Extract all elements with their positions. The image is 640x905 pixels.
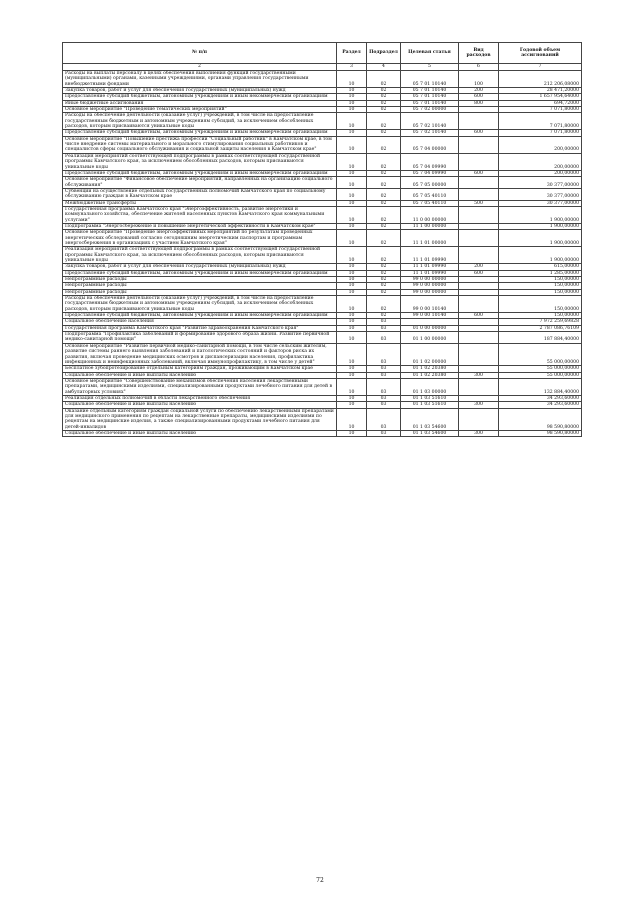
row-razdel-cell: 10 bbox=[337, 378, 367, 395]
row-razdel-cell: 10 bbox=[337, 283, 367, 289]
row-vid-cell: 200 bbox=[459, 88, 499, 94]
table-row bbox=[63, 247, 582, 264]
row-podrazdel-cell: 02 bbox=[367, 264, 401, 270]
row-name-cell: Расходы на выплаты персоналу в целях обеспечения выполнения функций государственными (муниципальными) органами, казенными учреждениями, органами управления государственными внебюджетными фондами bbox=[63, 71, 337, 88]
row-razdel-cell: 10 bbox=[337, 372, 367, 378]
row-razdel-cell: 10 bbox=[337, 296, 367, 313]
row-sum-cell: 1 900,00000 bbox=[499, 206, 582, 223]
row-sum-cell: 187 884,40000 bbox=[499, 332, 582, 344]
row-podrazdel-cell: 03 bbox=[367, 408, 401, 430]
row-vid-cell bbox=[459, 136, 499, 153]
page-number: 72 bbox=[316, 877, 324, 884]
row-vid-cell: 300 bbox=[459, 372, 499, 378]
row-sum-cell: 98 590,80000 bbox=[499, 408, 582, 430]
row-podrazdel-cell: 02 bbox=[367, 71, 401, 88]
row-name-cell: Предоставление субсидий бюджетным, автономным учреждениям и иным некоммерческим организациям bbox=[63, 130, 337, 136]
row-podrazdel-cell: 02 bbox=[367, 200, 401, 206]
table-row bbox=[63, 153, 582, 170]
row-target-cell: 99 0 00 00000 bbox=[401, 277, 459, 283]
row-razdel-cell: 10 bbox=[337, 223, 367, 229]
row-sum-cell: 7 071,80000 bbox=[499, 113, 582, 130]
row-vid-cell: 600 bbox=[459, 170, 499, 176]
row-podrazdel-cell: 03 bbox=[367, 402, 401, 408]
row-sum-cell: 132 884,40000 bbox=[499, 378, 582, 395]
row-podrazdel-cell: 02 bbox=[367, 230, 401, 247]
row-razdel-cell: 10 bbox=[337, 170, 367, 176]
row-name-cell: Реализация мероприятий соответствующей подпрограммы в рамках соответствующей государственной программы Камчатского края, за исключением обособленных расходов, которым присваиваются уникальные коды bbox=[63, 247, 337, 264]
row-sum-cell: 1 900,00000 bbox=[499, 223, 582, 229]
row-sum-cell: 30 377,00000 bbox=[499, 200, 582, 206]
row-razdel-cell: 10 bbox=[337, 395, 367, 401]
row-sum-cell: 200,00000 bbox=[499, 136, 582, 153]
row-target-cell: 05 7 02 10140 bbox=[401, 130, 459, 136]
row-podrazdel-cell: 03 bbox=[367, 395, 401, 401]
row-name-cell: Государственная программа Камчатского края "Развитие здравоохранения Камчатского края" bbox=[63, 325, 337, 331]
row-sum-cell: 34 293,60000 bbox=[499, 395, 582, 401]
header-vid: Вид расходов bbox=[459, 43, 499, 64]
row-target-cell: 01 1 02 20380 bbox=[401, 366, 459, 372]
row-target-cell: 05 7 01 10140 bbox=[401, 71, 459, 88]
row-name-cell: Предоставление субсидий бюджетным, автономным учреждениям и иным некоммерческим организациям bbox=[63, 94, 337, 100]
row-razdel-cell: 10 bbox=[337, 230, 367, 247]
row-name-cell: Закупка товаров, работ и услуг для обеспечения государственных (муниципальных) нужд bbox=[63, 88, 337, 94]
row-vid-cell: 600 bbox=[459, 94, 499, 100]
row-razdel-cell: 10 bbox=[337, 402, 367, 408]
header-target: Целевая статья bbox=[401, 43, 459, 64]
table-row bbox=[63, 71, 582, 88]
row-vid-cell bbox=[459, 378, 499, 395]
header-number: 4 bbox=[367, 64, 401, 71]
row-target-cell: 05 7 05 40110 bbox=[401, 200, 459, 206]
row-podrazdel-cell: 02 bbox=[367, 296, 401, 313]
row-name-cell: Основное мероприятие "Совершенствование механизмов обеспечения населения лекарственными препаратами, медицинскими изделиями, специализированными продуктами лечебного питания для детей в амбулаторных условиях" bbox=[63, 378, 337, 395]
row-razdel-cell: 10 bbox=[337, 71, 367, 88]
row-sum-cell: 150,00000 bbox=[499, 289, 582, 295]
row-vid-cell bbox=[459, 247, 499, 264]
row-sum-cell: 694,72000 bbox=[499, 100, 582, 106]
row-target-cell: 01 1 03 00000 bbox=[401, 378, 459, 395]
row-razdel-cell: 10 bbox=[337, 200, 367, 206]
row-podrazdel-cell: 02 bbox=[367, 277, 401, 283]
row-razdel-cell: 10 bbox=[337, 113, 367, 130]
header-name: № п/п bbox=[63, 43, 337, 64]
row-sum-cell: 55 000,00000 bbox=[499, 366, 582, 372]
table-row bbox=[63, 136, 582, 153]
row-name-cell: Социальное обеспечение населения bbox=[63, 319, 337, 325]
row-podrazdel-cell: 02 bbox=[367, 170, 401, 176]
row-vid-cell bbox=[459, 188, 499, 200]
row-podrazdel-cell: 02 bbox=[367, 206, 401, 223]
row-podrazdel-cell: 02 bbox=[367, 283, 401, 289]
row-sum-cell: 30 377,00000 bbox=[499, 188, 582, 200]
header-number: 2 bbox=[63, 64, 337, 71]
row-podrazdel-cell: 02 bbox=[367, 313, 401, 319]
table-row bbox=[63, 230, 582, 247]
row-target-cell: 99 0 00 00000 bbox=[401, 283, 459, 289]
row-target-cell: 05 7 05 00000 bbox=[401, 177, 459, 189]
row-razdel-cell: 10 bbox=[337, 270, 367, 276]
header-razdel: Раздел bbox=[337, 43, 367, 64]
table-row bbox=[63, 430, 582, 436]
row-vid-cell bbox=[459, 113, 499, 130]
row-vid-cell: 800 bbox=[459, 100, 499, 106]
budget-table bbox=[62, 42, 582, 437]
row-vid-cell: 100 bbox=[459, 71, 499, 88]
row-podrazdel-cell: 03 bbox=[367, 372, 401, 378]
row-name-cell: Государственная программа Камчатского края "Энергоэффективность, развитие энергетики и коммунального хозяйства, обеспечение жителей населенных пунктов Камчатского края коммунальными услугами" bbox=[63, 206, 337, 223]
row-target-cell: 01 1 03 54600 bbox=[401, 430, 459, 436]
row-podrazdel-cell: 02 bbox=[367, 270, 401, 276]
row-vid-cell bbox=[459, 408, 499, 430]
header-number: 6 bbox=[459, 64, 499, 71]
row-target-cell: 01 1 02 20380 bbox=[401, 372, 459, 378]
header-sum: Годовой объем ассигнований bbox=[499, 43, 582, 64]
row-vid-cell bbox=[459, 177, 499, 189]
row-name-cell: Основное мероприятие "Повышение престижа профессии "Социальный работник" в Камчатском крае, в том числе внедрение системы материального и морального стимулирования социальных работников и специалистов сферы социального обслуживания и социальной защиты населения в Камчатском крае" bbox=[63, 136, 337, 153]
row-target-cell: 01 1 02 00000 bbox=[401, 343, 459, 365]
row-target-cell: 05 7 02 10140 bbox=[401, 113, 459, 130]
row-name-cell: Основное мероприятие "Проведение энергоэффективных мероприятий по результатам проведенных энергетических обследований согласно сегодняшним энергетическим паспортам и программам энергосбережения в организациях с участием Камчатского края" bbox=[63, 230, 337, 247]
row-sum-cell: 212 206,08000 bbox=[499, 71, 582, 88]
row-target-cell: 01 1 03 54600 bbox=[401, 408, 459, 430]
row-vid-cell bbox=[459, 230, 499, 247]
row-vid-cell: 600 bbox=[459, 313, 499, 319]
row-vid-cell bbox=[459, 343, 499, 365]
row-name-cell: Расходы на обеспечение деятельности (оказание услуг) учреждений, в том числе на предоставление государственным бюджетным и автономным учреждениям субсидий, за исключением обособленных расходов, которым присваиваются уникальные коды bbox=[63, 296, 337, 313]
row-vid-cell: 300 bbox=[459, 402, 499, 408]
row-vid-cell: 200 bbox=[459, 264, 499, 270]
row-vid-cell bbox=[459, 296, 499, 313]
row-razdel-cell: 10 bbox=[337, 88, 367, 94]
row-name-cell: Предоставление субсидий бюджетным, автономным учреждениям и иным некоммерческим организациям bbox=[63, 313, 337, 319]
row-target-cell: 05 7 01 10140 bbox=[401, 100, 459, 106]
row-razdel-cell: 10 bbox=[337, 366, 367, 372]
row-podrazdel-cell: 03 bbox=[367, 343, 401, 365]
row-razdel-cell: 10 bbox=[337, 206, 367, 223]
row-vid-cell bbox=[459, 153, 499, 170]
header-number-row bbox=[63, 64, 582, 71]
row-name-cell: Социальное обеспечение и иные выплаты населению bbox=[63, 372, 337, 378]
row-sum-cell: 615,00000 bbox=[499, 264, 582, 270]
row-name-cell: Непрограммные расходы bbox=[63, 277, 337, 283]
row-vid-cell: 600 bbox=[459, 270, 499, 276]
row-name-cell: Предоставление субсидий бюджетным, автономным учреждениям и иным некоммерческим организациям bbox=[63, 270, 337, 276]
table-row bbox=[63, 206, 582, 223]
row-target-cell: 05 7 04 09990 bbox=[401, 170, 459, 176]
row-razdel-cell: 10 bbox=[337, 107, 367, 113]
row-name-cell: Расходы на обеспечение деятельности (оказание услуг) учреждений, в том числе на предоставление государственным бюджетным и автономным учреждениям субсидий, за исключением обособленных расходов, которым присваиваются уникальные коды bbox=[63, 113, 337, 130]
row-podrazdel-cell: 03 bbox=[367, 319, 401, 325]
row-sum-cell: 7 071,80000 bbox=[499, 107, 582, 113]
row-name-cell: Межбюджетные трансферты bbox=[63, 200, 337, 206]
row-vid-cell bbox=[459, 206, 499, 223]
row-razdel-cell: 10 bbox=[337, 408, 367, 430]
row-target-cell: 99 0 00 00000 bbox=[401, 289, 459, 295]
table-row bbox=[63, 378, 582, 395]
row-target-cell: 99 0 00 10140 bbox=[401, 313, 459, 319]
row-name-cell: Оказание отдельным категориям граждан социальной услуги по обеспечению лекарственными препаратами для медицинского применения по рецептам на лекарственные препараты, медицинскими изделиями по рецептам на медицинские изделия, а также специализированными продуктами лечебного питания для детей-инвалидов bbox=[63, 408, 337, 430]
row-target-cell: 11 1 00 00000 bbox=[401, 223, 459, 229]
row-razdel-cell: 10 bbox=[337, 277, 367, 283]
row-target-cell: 05 7 04 00000 bbox=[401, 136, 459, 153]
row-sum-cell: 1 285,00000 bbox=[499, 270, 582, 276]
row-name-cell: Реализация отдельных полномочий в области лекарственного обеспечения bbox=[63, 395, 337, 401]
row-podrazdel-cell: 02 bbox=[367, 188, 401, 200]
header-number: 7 bbox=[499, 64, 582, 71]
row-podrazdel-cell: 03 bbox=[367, 430, 401, 436]
row-target-cell: 05 7 04 09990 bbox=[401, 153, 459, 170]
row-name-cell: Непрограммные расходы bbox=[63, 289, 337, 295]
row-vid-cell: 500 bbox=[459, 200, 499, 206]
row-name-cell: Основное мероприятие "Финансовое обеспечение мероприятий, направленных на организацию социального обслуживания" bbox=[63, 177, 337, 189]
row-razdel-cell: 10 bbox=[337, 325, 367, 331]
row-podrazdel-cell: 02 bbox=[367, 136, 401, 153]
row-podrazdel-cell: 02 bbox=[367, 130, 401, 136]
row-podrazdel-cell: 02 bbox=[367, 247, 401, 264]
row-sum-cell: 28 471,20000 bbox=[499, 88, 582, 94]
row-vid-cell: 300 bbox=[459, 430, 499, 436]
header-podrazdel: Подраздел bbox=[367, 43, 401, 64]
row-razdel-cell: 10 bbox=[337, 153, 367, 170]
row-razdel-cell: 10 bbox=[337, 289, 367, 295]
row-name-cell: Подпрограмма "Энергосбережение и повышение энергетической эффективности в Камчатском крае" bbox=[63, 223, 337, 229]
row-sum-cell: 2 787 086,76109 bbox=[499, 325, 582, 331]
row-name-cell: Субвенции на осуществление отдельных государственных полномочий Камчатского края по социальному обслуживанию граждан в Камчатском крае bbox=[63, 188, 337, 200]
row-sum-cell: 150,00000 bbox=[499, 296, 582, 313]
row-sum-cell: 55 000,00000 bbox=[499, 372, 582, 378]
table-row bbox=[63, 332, 582, 344]
row-name-cell: Непрограммные расходы bbox=[63, 283, 337, 289]
row-razdel-cell: 10 bbox=[337, 319, 367, 325]
row-target-cell: 11 1 01 09990 bbox=[401, 247, 459, 264]
row-podrazdel-cell: 02 bbox=[367, 223, 401, 229]
row-sum-cell: 7 972 259,69828 bbox=[499, 319, 582, 325]
header-number: 5 bbox=[401, 64, 459, 71]
row-name-cell: Основное мероприятие "Проведение тематических мероприятий" bbox=[63, 107, 337, 113]
row-razdel-cell: 10 bbox=[337, 430, 367, 436]
row-podrazdel-cell: 02 bbox=[367, 177, 401, 189]
row-razdel-cell: 10 bbox=[337, 332, 367, 344]
row-razdel-cell: 10 bbox=[337, 100, 367, 106]
row-name-cell: Социальное обеспечение и иные выплаты населению bbox=[63, 402, 337, 408]
row-sum-cell: 7 071,80000 bbox=[499, 130, 582, 136]
row-podrazdel-cell: 02 bbox=[367, 107, 401, 113]
row-vid-cell: 600 bbox=[459, 130, 499, 136]
table-row bbox=[63, 408, 582, 430]
row-podrazdel-cell: 02 bbox=[367, 153, 401, 170]
row-target-cell: 01 0 00 00000 bbox=[401, 325, 459, 331]
row-razdel-cell: 10 bbox=[337, 264, 367, 270]
row-sum-cell: 1 900,00000 bbox=[499, 247, 582, 264]
row-sum-cell: 150,00000 bbox=[499, 283, 582, 289]
row-sum-cell: 30 377,00000 bbox=[499, 177, 582, 189]
row-name-cell: Реализация мероприятий соответствующей подпрограммы в рамках соответствующей государственной программы Камчатского края, за исключением обособленных расходов, которым присваиваются уникальные коды bbox=[63, 153, 337, 170]
row-podrazdel-cell: 02 bbox=[367, 100, 401, 106]
row-name-cell: Иные бюджетные ассигнования bbox=[63, 100, 337, 106]
row-razdel-cell: 10 bbox=[337, 94, 367, 100]
row-razdel-cell: 10 bbox=[337, 313, 367, 319]
table-row bbox=[63, 177, 582, 189]
row-podrazdel-cell: 02 bbox=[367, 88, 401, 94]
row-podrazdel-cell: 02 bbox=[367, 289, 401, 295]
row-razdel-cell: 10 bbox=[337, 177, 367, 189]
header-number: 3 bbox=[337, 64, 367, 71]
row-name-cell: Предоставление субсидий бюджетным, автономным учреждениям и иным некоммерческим организациям bbox=[63, 170, 337, 176]
row-target-cell: 01 1 03 51610 bbox=[401, 402, 459, 408]
row-target-cell: 11 0 00 00000 bbox=[401, 206, 459, 223]
row-name-cell: Социальное обеспечение и иные выплаты населению bbox=[63, 430, 337, 436]
row-target-cell: 99 0 00 10140 bbox=[401, 296, 459, 313]
row-name-cell: Бесплатное зубопротезирование отдельным категориям граждан, проживающим в Камчатском крае bbox=[63, 366, 337, 372]
row-razdel-cell: 10 bbox=[337, 188, 367, 200]
row-razdel-cell: 10 bbox=[337, 130, 367, 136]
row-name-cell: Основное мероприятие "Развитие первичной медико-санитарной помощи, в том числе сельским жителям, развитие системы раннего выявления заболеваний и патологических состояний и факторов риска их развития, включая проведение медицинских осмотров и диспансеризации населения, профилактика инфекционных и неинфекционных заболеваний, включая иммунопрофилактику, в том числе у детей" bbox=[63, 343, 337, 365]
row-sum-cell: 150,00000 bbox=[499, 277, 582, 283]
table-row bbox=[63, 296, 582, 313]
row-podrazdel-cell: 03 bbox=[367, 325, 401, 331]
row-target-cell: 05 7 02 00000 bbox=[401, 107, 459, 113]
row-sum-cell: 98 590,80000 bbox=[499, 430, 582, 436]
row-sum-cell: 200,00000 bbox=[499, 170, 582, 176]
row-target-cell: 05 7 01 10140 bbox=[401, 88, 459, 94]
table-body bbox=[63, 71, 582, 437]
row-sum-cell: 1 657 954,64000 bbox=[499, 94, 582, 100]
row-sum-cell: 1 900,00000 bbox=[499, 230, 582, 247]
row-razdel-cell: 10 bbox=[337, 136, 367, 153]
row-podrazdel-cell: 02 bbox=[367, 113, 401, 130]
row-sum-cell: 55 000,00000 bbox=[499, 343, 582, 365]
row-podrazdel-cell: 03 bbox=[367, 366, 401, 372]
header-row bbox=[63, 43, 582, 64]
table-row bbox=[63, 343, 582, 365]
row-name-cell: Закупка товаров, работ и услуг для обеспечения государственных (муниципальных) нужд bbox=[63, 264, 337, 270]
row-target-cell: 11 1 01 09990 bbox=[401, 270, 459, 276]
row-target-cell: 11 1 01 00000 bbox=[401, 230, 459, 247]
row-sum-cell: 150,00000 bbox=[499, 313, 582, 319]
row-vid-cell bbox=[459, 332, 499, 344]
row-razdel-cell: 10 bbox=[337, 247, 367, 264]
row-sum-cell: 34 293,60000 bbox=[499, 402, 582, 408]
row-target-cell: 01 1 03 51610 bbox=[401, 395, 459, 401]
table-row bbox=[63, 113, 582, 130]
row-podrazdel-cell: 02 bbox=[367, 94, 401, 100]
row-podrazdel-cell: 03 bbox=[367, 378, 401, 395]
row-target-cell: 05 7 05 40110 bbox=[401, 188, 459, 200]
row-podrazdel-cell: 03 bbox=[367, 332, 401, 344]
row-target-cell: 11 1 01 09990 bbox=[401, 264, 459, 270]
row-target-cell: 01 1 00 00000 bbox=[401, 332, 459, 344]
row-target-cell: 05 7 01 10140 bbox=[401, 94, 459, 100]
row-name-cell: Подпрограмма "Профилактика заболеваний и формирование здорового образа жизни. Развитие первичной медико-санитарной помощи" bbox=[63, 332, 337, 344]
row-razdel-cell: 10 bbox=[337, 343, 367, 365]
table-row bbox=[63, 188, 582, 200]
row-sum-cell: 200,00000 bbox=[499, 153, 582, 170]
